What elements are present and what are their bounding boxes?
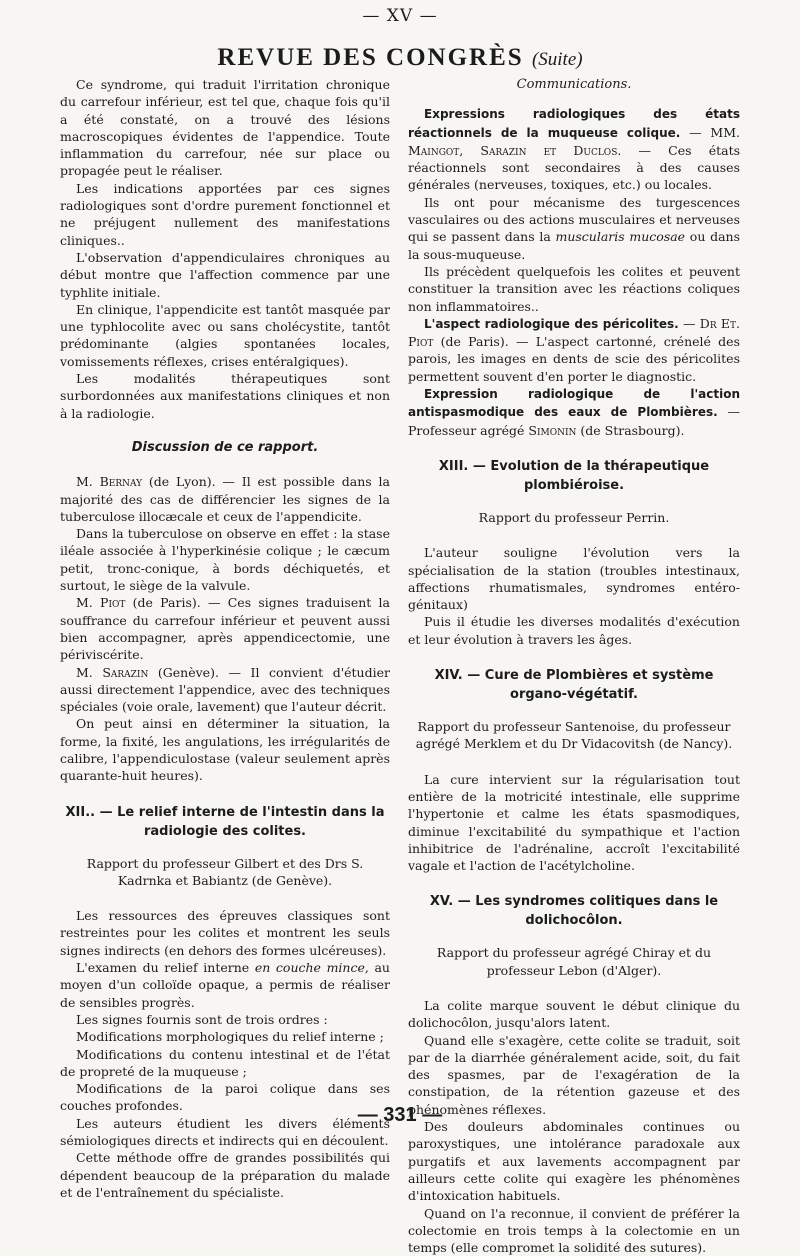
discussion-paragraph: Dans la tuberculose on observe en effet : la stase iléale associée à l'hyperkinésie colique ; le cæcum petit, tronc-conique, à bords déchiquetés, et surtout, le siège de la valvule.	[60, 526, 390, 594]
discussion-paragraph	[60, 473, 390, 525]
paragraph: Puis il étudie les diverses modalités d'exécution et leur évolution à travers les âges.	[408, 614, 740, 647]
report-authors: Rapport du professeur agrégé Chiray et du professeur Lebon (d'Alger).	[436, 945, 712, 978]
paragraph	[408, 194, 740, 263]
communication-authors: Simonin	[528, 422, 577, 438]
journal-title	[0, 44, 800, 72]
italic-term: en couche mince	[254, 960, 365, 976]
paragraph: Ce syndrome, qui traduit l'irritation chronique du carrefour inférieur, est tel que, chaque fois qu'il a été constaté, on a trouvé des lésions macroscopiques évidentes de l'appendice. Toute inflammation du carrefour, née sur place ou propagée peut le réaliser.	[60, 77, 390, 179]
paragraph	[60, 959, 390, 1011]
journal-title-suffix: (Suite)	[531, 49, 583, 70]
left-column	[60, 76, 390, 1201]
paragraph: En clinique, l'appendicite est tantôt masquée par une typhlocolite avec ou sans cholécystite, tantôt prédominante (algies spontanées locales, vomissements réflexes, crises entéralgiques).	[60, 301, 390, 369]
right-column	[408, 76, 740, 1256]
paragraph: Quand on l'a reconnue, il convient de préférer la colectomie en trois temps à la colectomie en un temps (elle compromet la solidité des sutures).	[408, 1205, 740, 1256]
section-heading-xii: XII.. — Le relief interne de l'intestin dans la radiologie des colites.	[65, 804, 385, 839]
paragraph: Les signes fournis sont de trois ordres :	[76, 1011, 328, 1027]
text-run: (de Paris). — L'aspect cartonné, crénelé des parois, les images en dents de scie des péricolites permettent souvent d'en porter le diagnostic.	[408, 334, 740, 384]
journal-title-text: REVUE DES CONGRÈS	[217, 44, 524, 71]
discussion-heading: Discussion de ce rapport.	[131, 439, 319, 455]
paragraph: L'observation d'appendiculaires chroniques au début montre que l'affection commence par une typhlite initiale.	[60, 249, 390, 300]
paragraph: Modifications du contenu intestinal et de l'état de propreté de la muqueuse ;	[60, 1046, 390, 1079]
discussion-text: (de Paris). — Ces signes traduisent la souffrance du carrefour inférieur et peuvent aussi bien accompagner, après appendicectomie, une périviscérite.	[60, 595, 391, 663]
speaker-name: M. Bernay	[76, 474, 143, 490]
communications-heading: Communications.	[516, 77, 632, 92]
discussion-text: (de Lyon). — Il est possible dans la majorité des cas de différencier les signes de la tuberculose illocæcale et ceux de l'appendicite.	[60, 474, 390, 524]
communication-paragraph	[408, 385, 740, 439]
speaker-name: M. Sarazin	[76, 664, 149, 680]
report-authors: Rapport du professeur Perrin.	[478, 509, 670, 525]
discussion-paragraph	[60, 594, 390, 663]
report-authors: Rapport du professeur Gilbert et des Drs S. Kadrnka et Babiantz (de Genève).	[86, 855, 364, 888]
paragraph: Des douleurs abdominales continues ou paroxystiques, une intolérance paradoxale aux purgatifs et aux lavements accompagnent par ailleurs cette colite qui exagère les phénomènes d'intoxication habituels.	[408, 1119, 740, 1204]
page-number: — 331 —	[357, 1104, 443, 1126]
text-run: — Professeur agrégé	[408, 404, 740, 438]
paragraph: La colite marque souvent le début clinique du dolichocôlon, jusqu'alors latent.	[408, 997, 740, 1031]
communication-paragraph	[408, 315, 740, 385]
paragraph: Cette méthode offre de grandes possibilités qui dépendent beaucoup de la préparation du malade et de l'entraînement du spécialiste.	[60, 1150, 390, 1200]
section-heading-xiv: XIV. — Cure de Plombières et système organo-végétatif.	[434, 668, 714, 703]
discussion-text: (Genève). — Il convient d'étudier aussi directement l'appendice, avec des techniques spéciales (voie orale, lavement) que l'auteur décrit.	[60, 664, 390, 715]
communication-title: L'aspect radiologique des péricolites.	[424, 316, 679, 331]
communication-title: Expressions radiologiques des états réactionnels de la muqueuse colique.	[408, 107, 740, 140]
text-run: Ils ont pour mécanisme des turgescences vasculaires ou des actions musculaires et nerveuses qui se passent dans la	[408, 194, 740, 245]
text-run: ou dans la sous-muqueuse.	[408, 229, 740, 262]
paragraph: Modifications morphologiques du relief interne ;	[76, 1029, 384, 1045]
text-run: L'examen du relief interne	[76, 960, 255, 976]
report-authors: Rapport du professeur Santenoise, du professeur agrégé Merklem et du Dr Vidacovitsh (de Nancy).	[415, 719, 733, 752]
communication-authors: — Dr Et. Piot	[408, 315, 740, 350]
text-run: , au moyen d'un colloïde opaque, a permis de réaliser de sensibles progrès.	[60, 960, 390, 1010]
paragraph: Les ressources des épreuves classiques sont restreintes pour les colites et montrent les seuls signes indirects (en dehors des formes ulcéreuses).	[60, 908, 390, 958]
communication-title: Expression radiologique de l'action antispasmodique des eaux de Plombières.	[408, 387, 740, 420]
paragraph: L'auteur souligne l'évolution vers la spécialisation de la station (troubles intestinaux, affections rhumatismales, syndromes entéro-génitaux)	[408, 545, 740, 613]
text-run: — Ces états réactionnels sont secondaires à des causes générales (nerveuses, toxiques, etc.) ou locales.	[408, 142, 741, 193]
section-heading-xv: XV. — Les syndromes colitiques dans le dolichocôlon.	[429, 894, 719, 929]
paragraph: Les modalités thérapeutiques sont surbordonnées aux manifestations cliniques et non à la radiologie.	[60, 371, 390, 421]
discussion-paragraph: On peut ainsi en déterminer la situation, la forme, la fixité, les angulations, les irrégularités de calibre, l'appendiculostase (valeur seulement après quarante-huit heures).	[60, 716, 390, 784]
speaker-name: M. Piot	[76, 595, 126, 611]
page-roman-numeral: — XV —	[362, 6, 438, 26]
text-run: (de Strasbourg).	[576, 422, 685, 438]
paragraph: La cure intervient sur la régularisation tout entière de la motricité intestinale, elle supprime l'hypertonie et calme les états spasmodiques, diminue l'excitabilité du sympathique et l'action inhibitrice de l'adrénaline, accroît l'excitabilité vagale et l'action de l'acétylcholine.	[408, 771, 740, 874]
italic-term: muscularis mucosae	[555, 229, 686, 245]
paragraph: Quand elle s'exagère, cette colite se traduit, soit par de la diarrhée généralement acide, soit, du fait des spasmes, par de l'exagération de la constipation, de la rétention gazeuse et des phénomènes réflexes.	[408, 1032, 740, 1117]
paragraph: Les indications apportées par ces signes radiologiques sont d'ordre purement fonctionnel et ne préjugent nullement des manifestations cliniques..	[60, 180, 390, 248]
paragraph: Les auteurs étudient les divers éléments sémiologiques directs et indirects qui en découlent.	[60, 1115, 390, 1149]
communication-authors: — MM. Maingot, Sarazin et Duclos.	[408, 124, 740, 158]
paragraph: Modifications de la paroi colique dans ses couches profondes.	[60, 1081, 390, 1114]
section-heading-xiii: XIII. — Evolution de la thérapeutique plombiéroise.	[438, 458, 710, 493]
paragraph: Ils précèdent quelquefois les colites et peuvent constituer la transition avec les réactions coliques non inflammatoires..	[408, 263, 740, 314]
communication-paragraph	[408, 105, 740, 193]
discussion-paragraph	[60, 664, 390, 716]
